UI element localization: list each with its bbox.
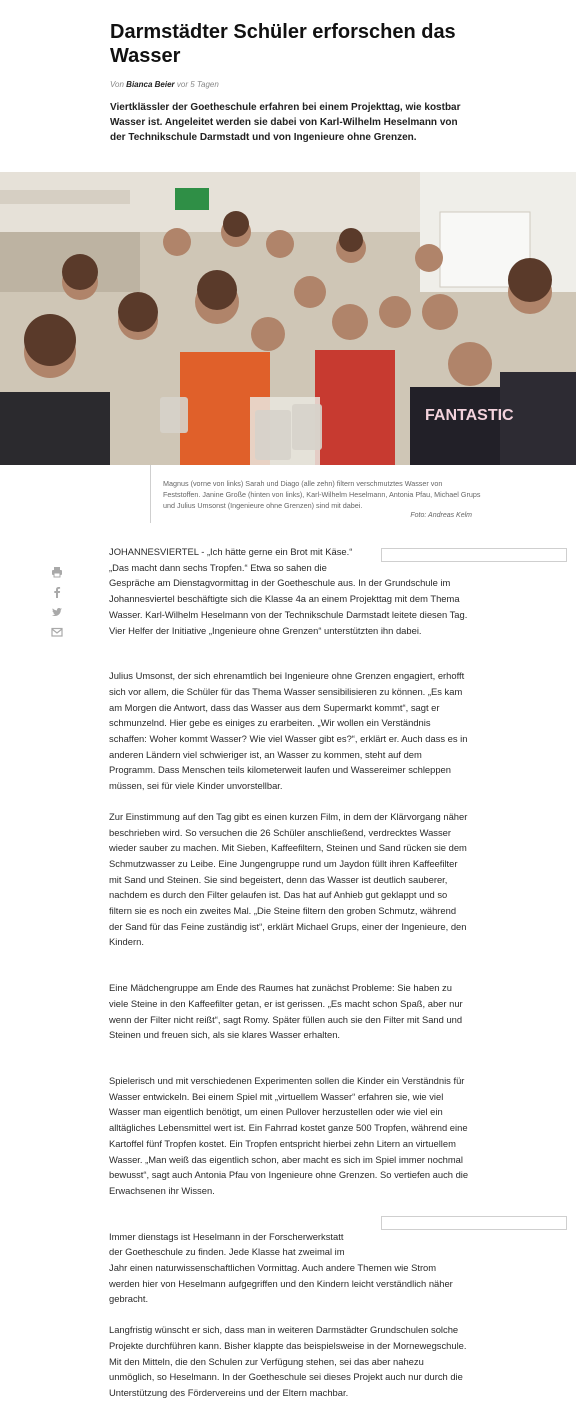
article-title: Darmstädter Schüler erforschen das Wasser [110, 21, 456, 67]
mail-icon[interactable] [51, 626, 63, 638]
twitter-icon[interactable] [51, 606, 63, 618]
body-paragraph: Langfristig wünscht er sich, dass man in weiteren Darmstädter Grundschulen solche Projekte durchführen kann. Bisher klappte das beispielsweise in der Mornewegschule. Mit den Mitteln, die den Schulen zur Verfügung stehen, sei das aber nahezu unmöglich, so Heselmann. In der Goetheschule sei dieses Projekt auch nur durch die Unterstützung des Fördervereins und der Eltern machbar. [109, 1324, 467, 1398]
shirt-text: FANTASTIC [425, 407, 514, 424]
body-paragraph: Immer dienstags ist Heselmann in der Forscherwerkstatt der Goetheschule zu finden. Jede Klasse hat zweimal im Jahr einen naturwissenschaftlichen Vormittag. Auch andere Themen wie Strom werden hier von Heselmann aufgegriffen und den Kindern leicht verständlich näher gebracht. [109, 1230, 453, 1305]
article-lead: Viertklässler der Goetheschule erfahren bei einem Projekttag, wie kostbar Wasser ist. Angeleitet werden sie dabei von Karl-Wilhelm Heselmann von der Technikschule Darmstadt und von Ingenieure ohne Grenzen. [110, 102, 461, 143]
byline [110, 80, 219, 89]
body-paragraph: JOHANNESVIERTEL - „Ich hätte gerne ein Brot mit Käse.“ „Das macht dann sechs Tropfen.“ Etwa so sahen die Gespräche am Dienstagvormittag in der Goetheschule aus. In der Grundschule im Johannesviertel beschäftigte sich die Klasse 4a an einem Projekttag mit dem Thema Wasser. Karl-Wilhelm Heselmann von der Technikschule Darmstadt leitete diesen Tag. Vier Helfer der Initiative „Ingenieure ohne Grenzen“ unterstützten ihn dabei. [109, 546, 468, 636]
photo-caption: Magnus (vorne von links) Sarah und Diago (alle zehn) filtern verschmutztes Wasser von Feststoffen. Janine Große (hinten von links), Karl-Wilhelm Heselmann, Antonia Pfau, Michael Grups und Julius Umsonst (Ingenieure ohne Grenzen) sind mit dabei. [163, 479, 481, 510]
caption-divider [150, 465, 151, 523]
body-paragraph: Zur Einstimmung auf den Tag gibt es einen kurzen Film, in dem der Klärvorgang näher beschrieben wird. So versuchen die 26 Schüler anschließend, verdrecktes Wasser wieder sauber zu machen. Mit Sieben, Kaffeefiltern, Steinen und Sand rücken sie dem Schmutzwasser zu Leibe. Eine Jungengruppe rund um Jaydon füllt ihren Kaffeefilter mit Sand und Steinen. Sie sind begeistert, denn das Wasser ist deutlich sauberer, nachdem es durch den Filter gelaufen ist. Das hat auf Anhieb gut geklappt und so filtern sie es noch ein zweites Mal. „Die Steine filtern den groben Schmutz, während der Sand für das Feine zuständig ist“, erklärt Michael Grups, einer der Ingenieure, den Kindern. [109, 810, 468, 948]
body-paragraph: Spielerisch und mit verschiedenen Experimenten sollen die Kinder ein Verständnis für Wasser entwickeln. Bei einem Spiel mit „virtuellem Wasser“ erfahren sie, wie viel Wasser man eigentlich benötigt, um einen Pullover herzustellen oder wie viel ein alltägliches Lebensmittel wert ist. Ein Fahrrad kostet ganze 500 Tropfen, während eine Kartoffel fünf Tropfen kostet. Ein Tropfen entspricht hierbei zehn Litern an virtuellem Wasser. „Man weiß das eigentlich schon, aber macht es sich im Spiel immer nochmal bewusst“, sagt auch Antonia Pfau von Ingenieure ohne Grenzen. So vertiefen auch die Erwachsenen ihr Wissen. [109, 1074, 469, 1196]
article-body [109, 544, 469, 1401]
facebook-icon[interactable] [51, 586, 63, 598]
print-icon[interactable] [51, 566, 63, 578]
body-paragraph: Eine Mädchengruppe am Ende des Raumes hat zunächst Probleme: Sie haben zu viele Steine in den Kaffeefilter getan, er ist gerissen. „Es macht schon Spaß, aber nur wenn der Filter nicht reißt“, sagt Romy. Später füllen auch sie den Filter mit Sand und Steinen und freuen sich, als sie klares Wasser erhalten. [109, 982, 463, 1041]
photo-credit: Foto: Andreas Kelm [410, 512, 472, 519]
photo-illustration [0, 172, 576, 465]
body-paragraph: Julius Umsonst, der sich ehrenamtlich bei Ingenieure ohne Grenzen engagiert, erhofft sich vor allem, die Schüler für das Thema Wasser sensibilisieren zu können. „Es kam am Morgen die Antwort, dass das Wasser aus dem Supermarkt kommt“, sagt er schmunzelnd. Hier gebe es einiges zu erarbeiten. „Wir wollen ein Verständnis schaffen: Woher kommt Wasser? Wie viel Wasser gibt es?“, erklärt er. Auch dass es in anderen Ländern viel schwieriger ist, an Wasser zu kommen, steht auf dem Programm. Dass Menschen teils kilometerweit laufen und Wassereimer schleppen müssen, sei für viele Kinder unvorstellbar. [109, 670, 468, 792]
author-link[interactable]: Bianca Beier [126, 80, 175, 89]
byline-prefix: Von [110, 80, 127, 89]
publish-time: vor 5 Tagen [174, 80, 219, 89]
share-bar [51, 566, 65, 646]
article-photo[interactable] [0, 172, 576, 465]
